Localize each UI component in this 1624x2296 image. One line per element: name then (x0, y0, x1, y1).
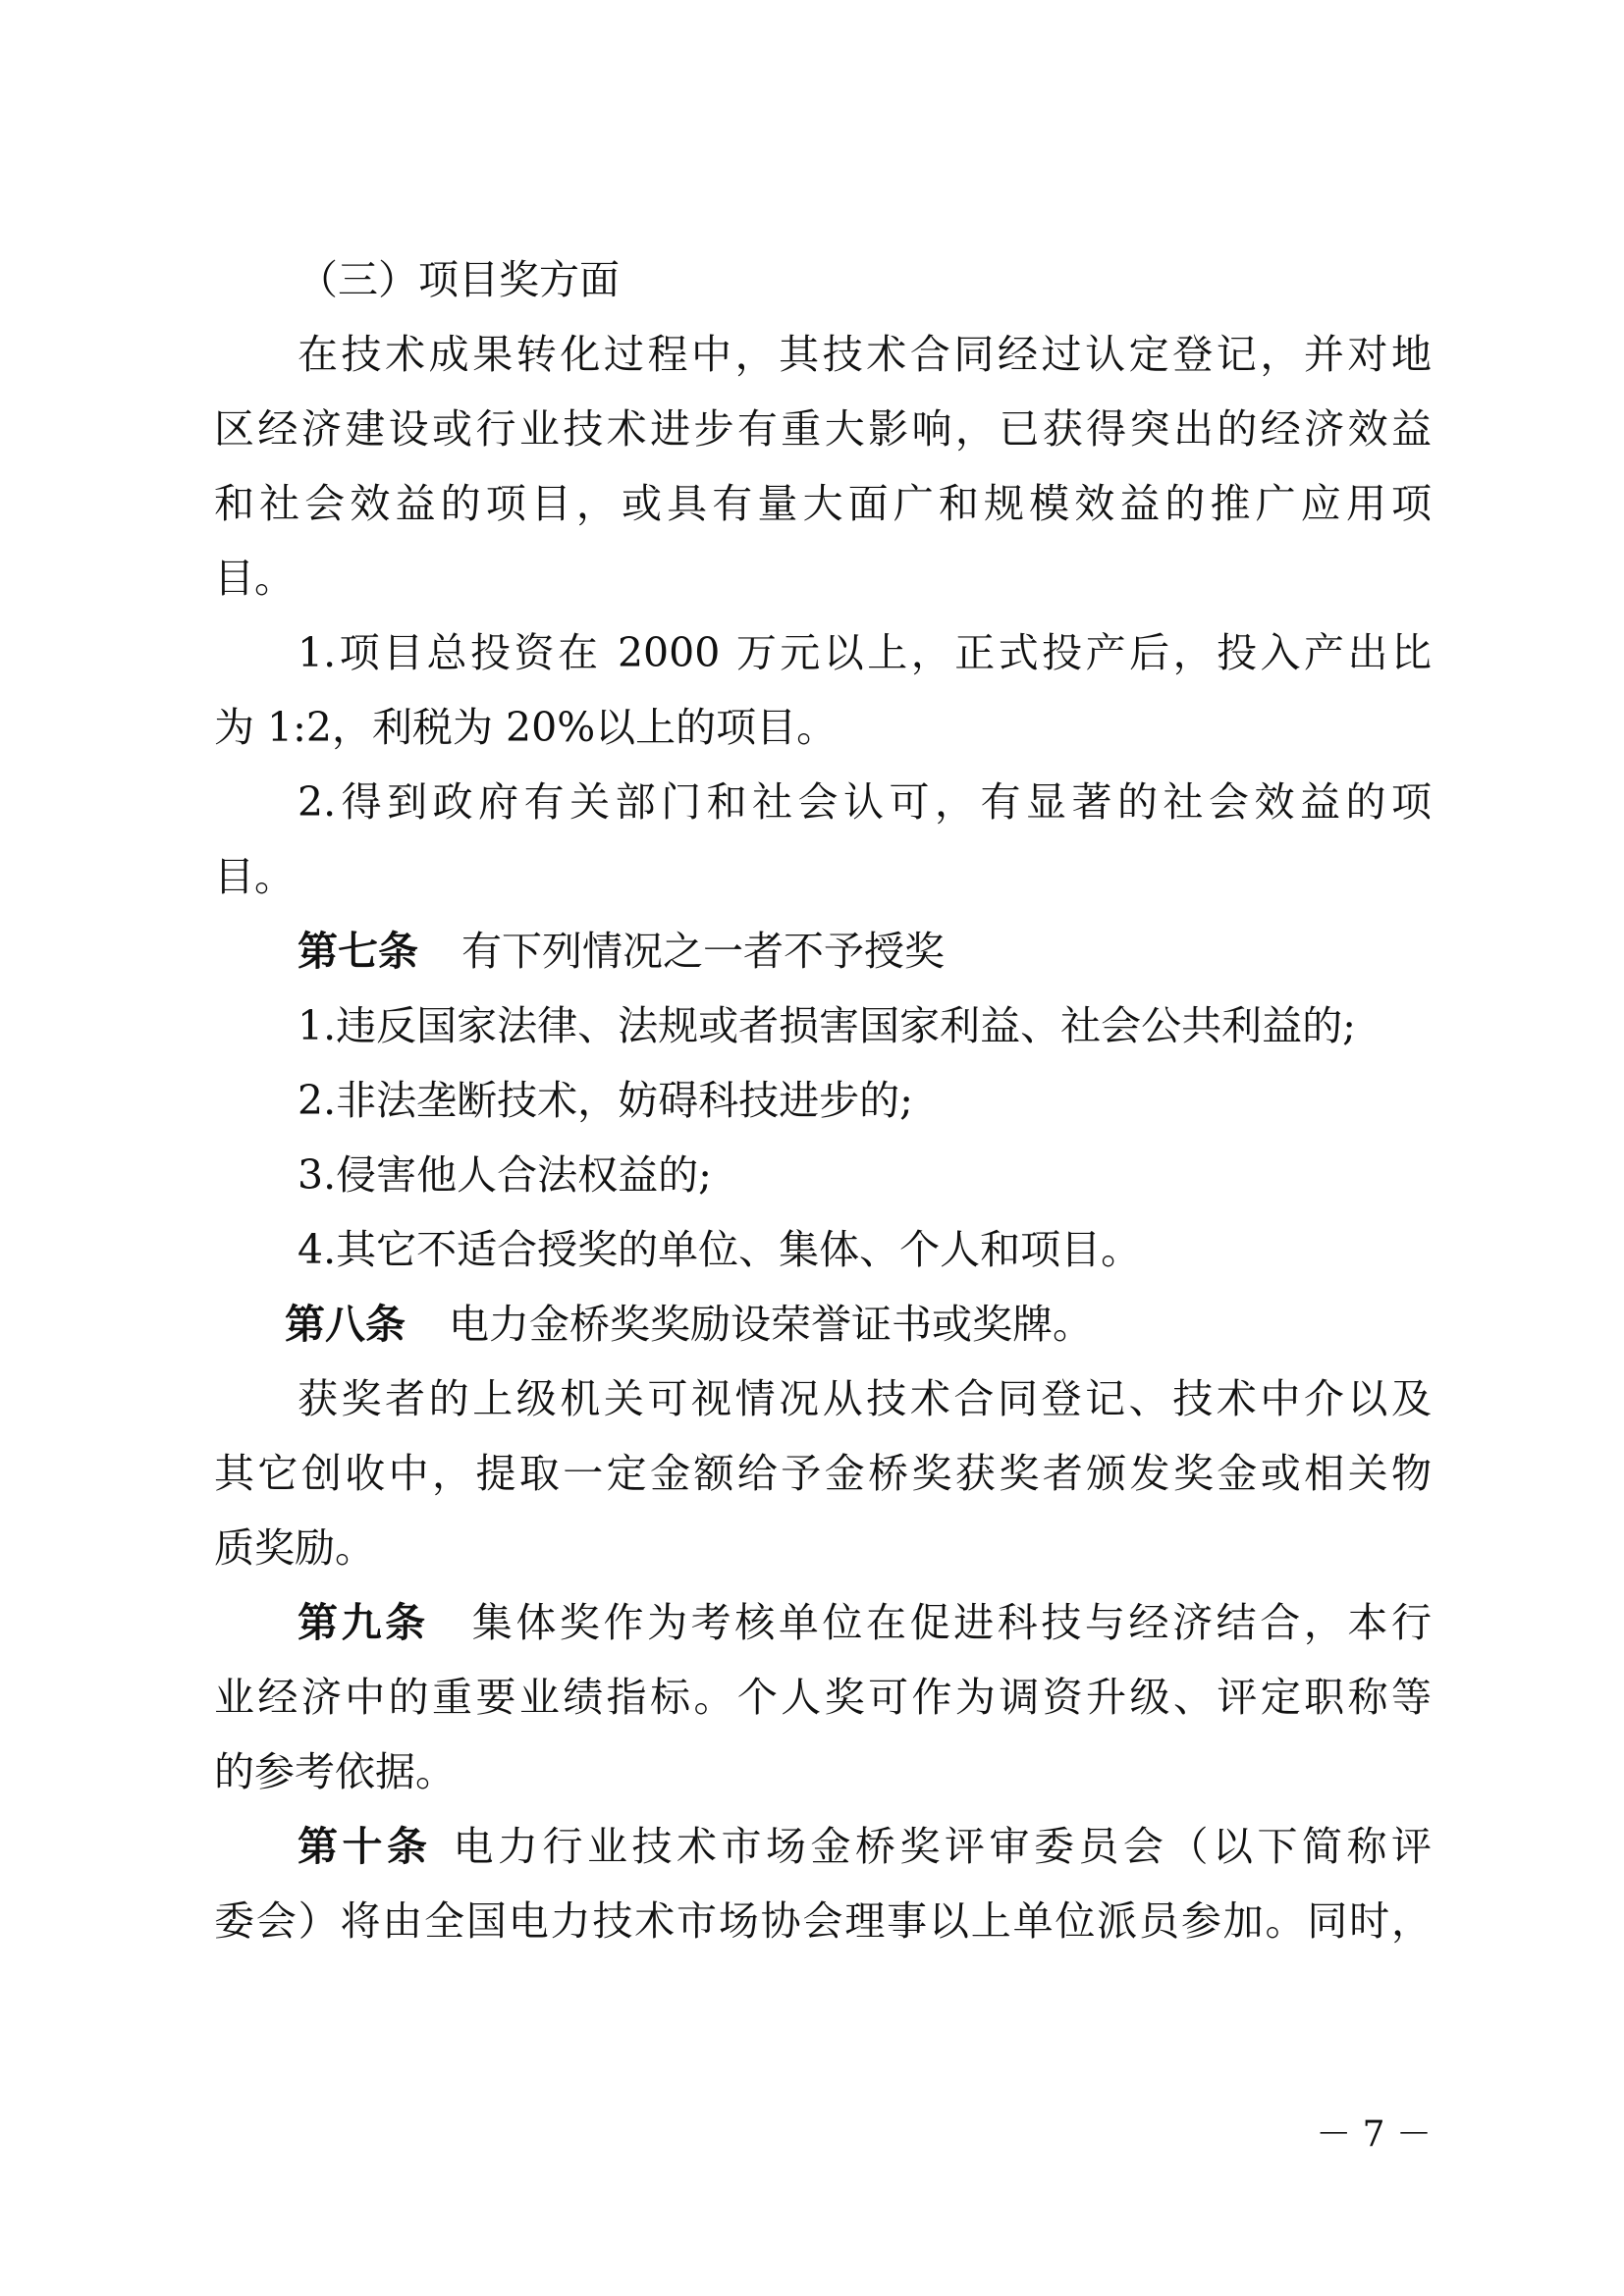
paragraph-line: 其它创收中，提取一定金额给予金桥奖获奖者颁发奖金或相关物 (214, 1450, 1432, 1497)
article-text: 电力金桥奖奖励设荣誉证书或奖牌。 (449, 1301, 1093, 1348)
paragraph-line: 目。 (214, 555, 295, 602)
paragraph-line: 质奖励。 (214, 1524, 375, 1572)
article-heading: 第七条 (298, 928, 418, 975)
paragraph-line: 业经济中的重要业绩指标。个人奖可作为调资升级、评定职称等 (214, 1674, 1432, 1721)
article-text: 有下列情况之一者不予授奖 (461, 928, 945, 975)
article-8-line (285, 1290, 1432, 1359)
paragraph-line: 区经济建设或行业技术进步有重大影响，已获得突出的经济效益 (214, 405, 1432, 453)
list-item-line: 1.项目总投资在 2000 万元以上，正式投产后，投入产出比 (298, 629, 1432, 676)
list-item-line: 为 1:2，利税为 20%以上的项目。 (214, 704, 838, 751)
article-heading: 第九条 (298, 1599, 429, 1646)
paragraph-line: 的参考依据。 (214, 1748, 456, 1795)
article-text: 电力行业技术市场金桥奖评审委员会（以下简称评 (453, 1823, 1432, 1870)
list-item-line: 3.侵害他人合法权益的; (298, 1151, 712, 1199)
list-item-line: 目。 (214, 853, 295, 900)
paragraph-line: 委会）将由全国电力技术市场协会理事以上单位派员参加。同时， (214, 1897, 1432, 1945)
section-heading-project-award: （三）项目奖方面 (298, 256, 620, 303)
article-9-line (298, 1588, 1432, 1657)
list-item-line: 4.其它不适合授奖的单位、集体、个人和项目。 (298, 1226, 1142, 1273)
paragraph-line: 在技术成果转化过程中，其技术合同经过认定登记，并对地 (298, 331, 1432, 378)
article-10-line (298, 1812, 1432, 1881)
article-text: 集体奖作为考核单位在促进科技与经济结合，本行 (471, 1599, 1432, 1646)
paragraph-line: 和社会效益的项目，或具有量大面广和规模效益的推广应用项 (214, 480, 1432, 527)
article-heading: 第八条 (285, 1301, 406, 1348)
list-item-line: 2.得到政府有关部门和社会认可，有显著的社会效益的项 (298, 778, 1432, 826)
paragraph-line: 获奖者的上级机关可视情况从技术合同登记、技术中介以及 (298, 1375, 1432, 1422)
article-7-line (298, 917, 1432, 986)
page-number: － 7 － (1316, 2114, 1432, 2155)
list-item-line: 1.违反国家法律、法规或者损害国家利益、社会公共利益的; (298, 1002, 1356, 1049)
article-heading: 第十条 (298, 1823, 432, 1870)
list-item-line: 2.非法垄断技术，妨碍科技进步的; (298, 1077, 913, 1124)
